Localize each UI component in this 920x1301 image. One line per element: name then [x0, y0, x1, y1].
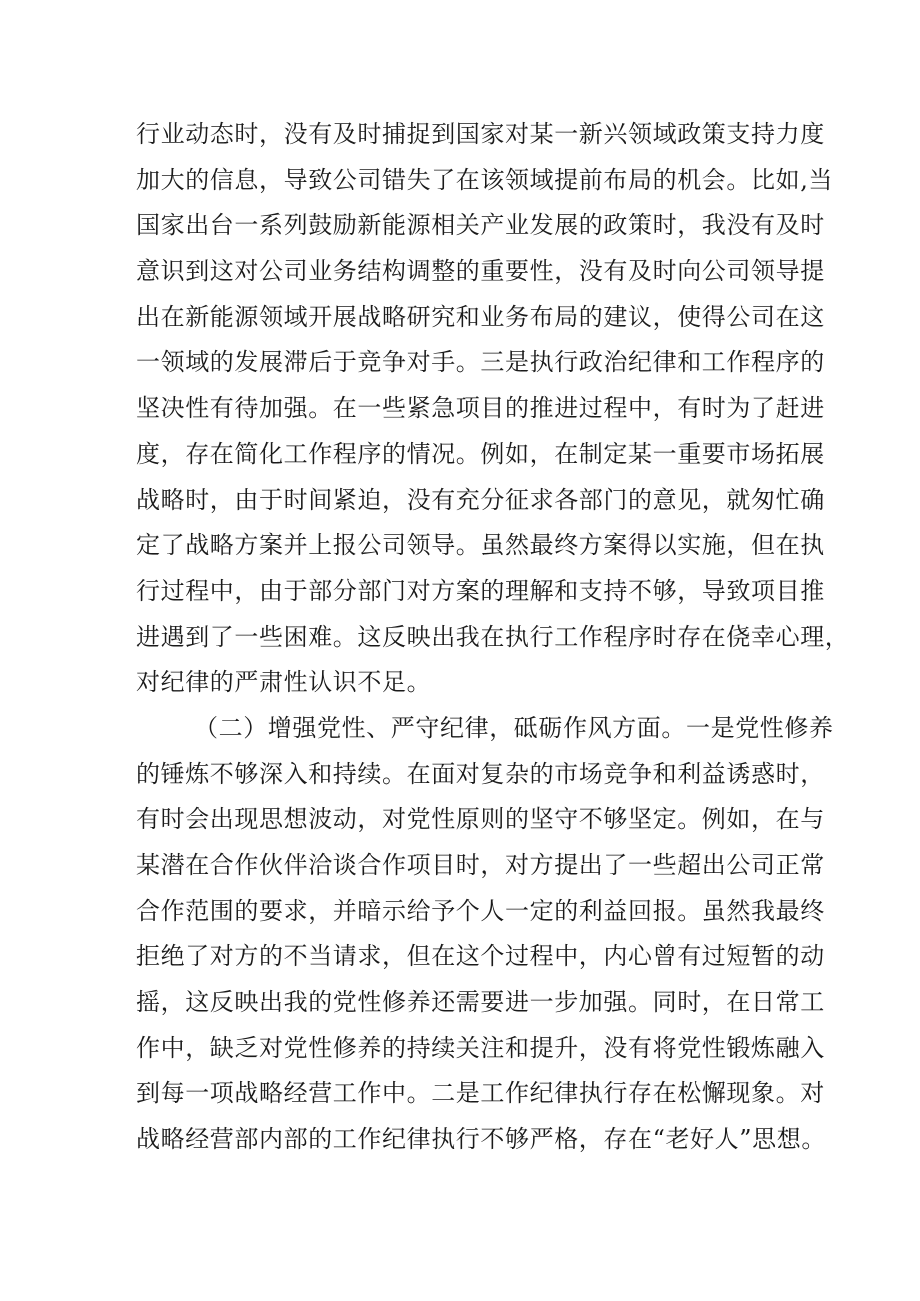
text-line: 战略时，由于时间紧迫，没有充分征求各部门的意见，就匆忙确: [136, 485, 825, 514]
text-line: 有时会出现思想波动，对党性原则的坚守不够坚定。例如，在与: [136, 805, 825, 834]
text-line: 对纪律的严肃性认识不足。: [136, 668, 432, 697]
text-line: 定了战略方案并上报公司领导。虽然最终方案得以实施，但在执: [136, 531, 825, 560]
text-line: 拒绝了对方的不当请求，但在这个过程中，内心曾有过短暂的动: [136, 942, 825, 971]
text-line: 作中，缺乏对党性修养的持续关注和提升，没有将党性锻炼融入: [136, 1033, 825, 1062]
text-line: 战略经营部内部的工作纪律执行不够严格，存在“老好人”思想。: [136, 1125, 826, 1154]
text-line: 一领域的发展滞后于竞争对手。三是执行政治纪律和工作程序的: [136, 348, 825, 377]
text-line: 加大的信息，导致公司错失了在该领域提前布局的机会。比如,当: [136, 165, 834, 194]
text-line: 到每一项战略经营工作中。二是工作纪律执行存在松懈现象。对: [136, 1079, 825, 1108]
section-heading-line: （二）增强党性、严守纪律，砥砺作风方面。一是党性修养: [194, 713, 834, 742]
text-line: 行过程中，由于部分部门对方案的理解和支持不够，导致项目推: [136, 576, 825, 605]
text-line: 进遇到了一些困难。这反映出我在执行工作程序时存在侥幸心理，: [136, 622, 850, 651]
body-text: [136, 112, 850, 1163]
text-line: 摇，这反映出我的党性修养还需要进一步加强。同时，在日常工: [136, 988, 825, 1017]
text-line: 合作范围的要求，并暗示给予个人一定的利益回报。虽然我最终: [136, 896, 825, 925]
text-line: 意识到这对公司业务结构调整的重要性，没有及时向公司领导提: [136, 257, 825, 286]
text-line: 某潜在合作伙伴洽谈合作项目时，对方提出了一些超出公司正常: [136, 851, 825, 879]
text-line: 行业动态时，没有及时捕捉到国家对某一新兴领域政策支持力度: [136, 120, 825, 148]
text-line: 的锤炼不够深入和持续。在面对复杂的市场竞争和利益诱惑时，: [136, 759, 825, 788]
text-line: 国家出台一系列鼓励新能源相关产业发展的政策时，我没有及时: [136, 211, 825, 240]
text-line: 度，存在简化工作程序的情况。例如，在制定某一重要市场拓展: [136, 439, 825, 468]
text-line: 坚决性有待加强。在一些紧急项目的推进过程中，有时为了赶进: [136, 394, 825, 423]
text-line: 出在新能源领域开展战略研究和业务布局的建议，使得公司在这: [136, 302, 825, 331]
